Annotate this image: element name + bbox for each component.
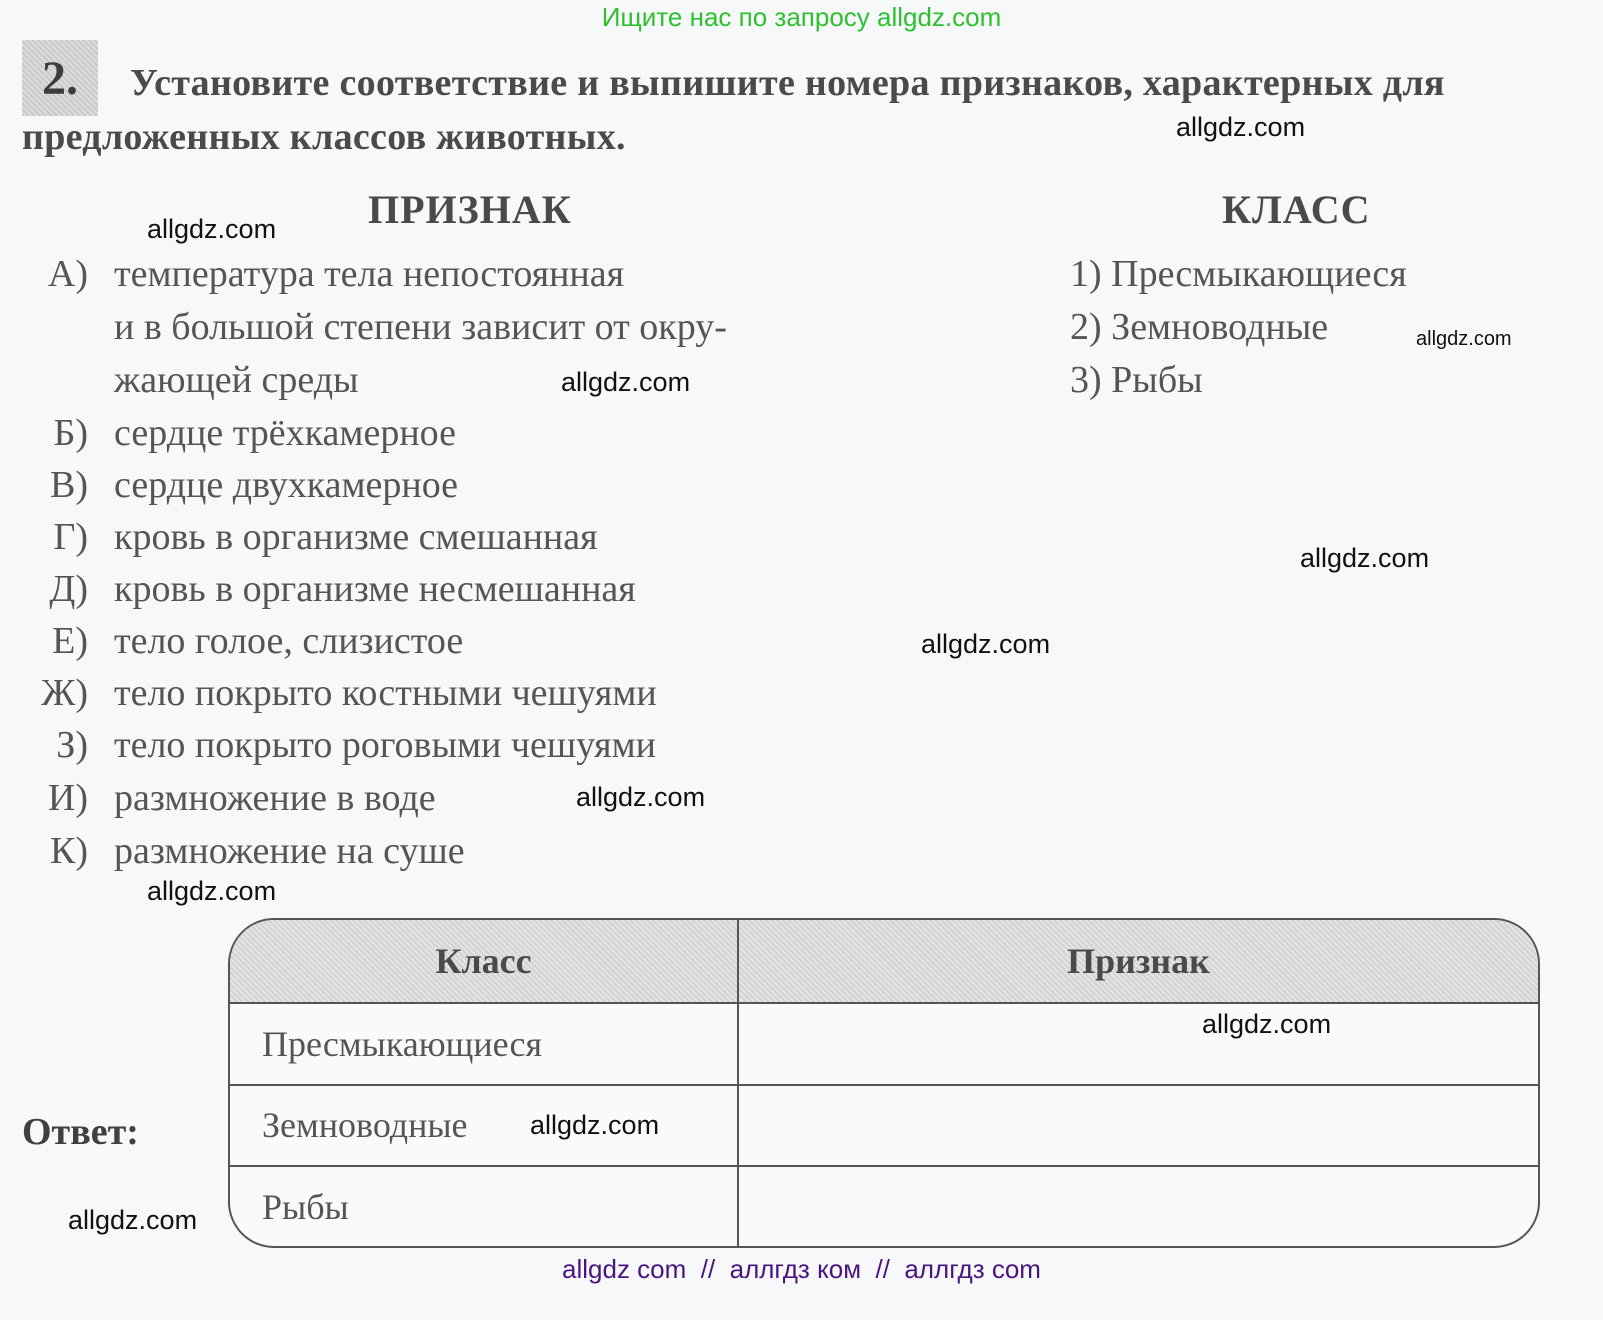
feature-letter: Е) — [52, 620, 88, 662]
site-banner: Ищите нас по запросу allgdz.com — [601, 2, 1002, 32]
feature-text: тело голое, слизистое — [114, 620, 464, 662]
feature-text: размножение в воде — [114, 777, 436, 819]
feature-item-e — [0, 615, 463, 668]
feature-item-b — [0, 407, 456, 460]
answer-table — [228, 918, 1540, 1248]
watermark: allgdz.com — [530, 1110, 660, 1140]
watermark: allgdz.com — [1416, 328, 1512, 350]
answer-class-cell: Пресмыкающиеся — [230, 1003, 738, 1085]
feature-text: кровь в организме несмешанная — [114, 568, 636, 610]
feature-text: размножение на суше — [114, 830, 465, 872]
feature-item-d — [0, 563, 636, 616]
feature-item-zh — [0, 667, 657, 720]
answer-table-header-class: Класс — [230, 920, 738, 1003]
table-row — [230, 1166, 1538, 1246]
answer-feature-cell[interactable] — [738, 1085, 1538, 1167]
watermark: allgdz.com — [68, 1205, 198, 1235]
watermark: allgdz.com — [1202, 1009, 1332, 1039]
classes-header: КЛАСС — [1222, 187, 1371, 232]
feature-item-v — [0, 459, 458, 512]
watermark: allgdz.com — [147, 876, 277, 906]
task-title: Установите соответствие и выпишите номера признаков, характерных для предложенных классов животных. — [22, 62, 1445, 158]
class-item-1: 1) Пресмыкающиеся — [1070, 253, 1407, 295]
feature-text: тело покрыто роговыми чешуями — [114, 724, 657, 766]
answer-class-cell: Земноводные — [230, 1085, 738, 1167]
feature-letter: Г) — [53, 516, 88, 558]
class-item-3: 3) Рыбы — [1070, 359, 1203, 401]
feature-text: температура тела непостоянная — [114, 253, 625, 295]
table-row — [230, 1085, 1538, 1167]
feature-item-z — [0, 719, 656, 772]
table-row — [230, 1003, 1538, 1085]
watermark: allgdz.com — [1300, 543, 1430, 573]
feature-item-g — [0, 511, 598, 564]
feature-text: сердце трёхкамерное — [114, 412, 456, 454]
feature-letter: К) — [50, 830, 88, 872]
feature-letter: Ж) — [41, 672, 88, 714]
feature-item-a — [0, 248, 624, 301]
answer-class-cell: Рыбы — [230, 1166, 738, 1246]
task-number: 2. — [22, 40, 98, 116]
feature-item-a-line3: жающей среды — [114, 359, 359, 401]
feature-item-a-line2: и в большой степени зависит от окру- — [114, 306, 727, 348]
answer-table-header-feature: Признак — [738, 920, 1538, 1003]
answer-feature-cell[interactable] — [738, 1166, 1538, 1246]
watermark: allgdz.com — [576, 782, 706, 812]
feature-letter: Б) — [53, 412, 88, 454]
features-header: ПРИЗНАК — [368, 187, 572, 232]
watermark: allgdz.com — [147, 214, 277, 244]
feature-text: кровь в организме смешанная — [114, 516, 598, 558]
site-footer: allgdz com // аллгдз ком // аллгдз com — [562, 1254, 1041, 1284]
watermark: allgdz.com — [921, 629, 1051, 659]
feature-letter: В) — [50, 464, 88, 506]
feature-letter: И) — [47, 777, 88, 819]
feature-letter: Д) — [49, 568, 88, 610]
watermark: allgdz.com — [561, 367, 691, 397]
feature-item-k — [0, 825, 465, 878]
feature-letter: А) — [47, 253, 88, 295]
feature-item-i — [0, 772, 436, 825]
answer-label: Ответ: — [22, 1111, 139, 1153]
watermark: allgdz.com — [1176, 112, 1306, 142]
feature-text: сердце двухкамерное — [114, 464, 459, 506]
feature-letter: З) — [56, 724, 88, 766]
answer-feature-cell[interactable] — [738, 1003, 1538, 1085]
feature-text: тело покрыто костными чешуями — [114, 672, 657, 714]
class-item-2: 2) Земноводные — [1070, 306, 1329, 348]
